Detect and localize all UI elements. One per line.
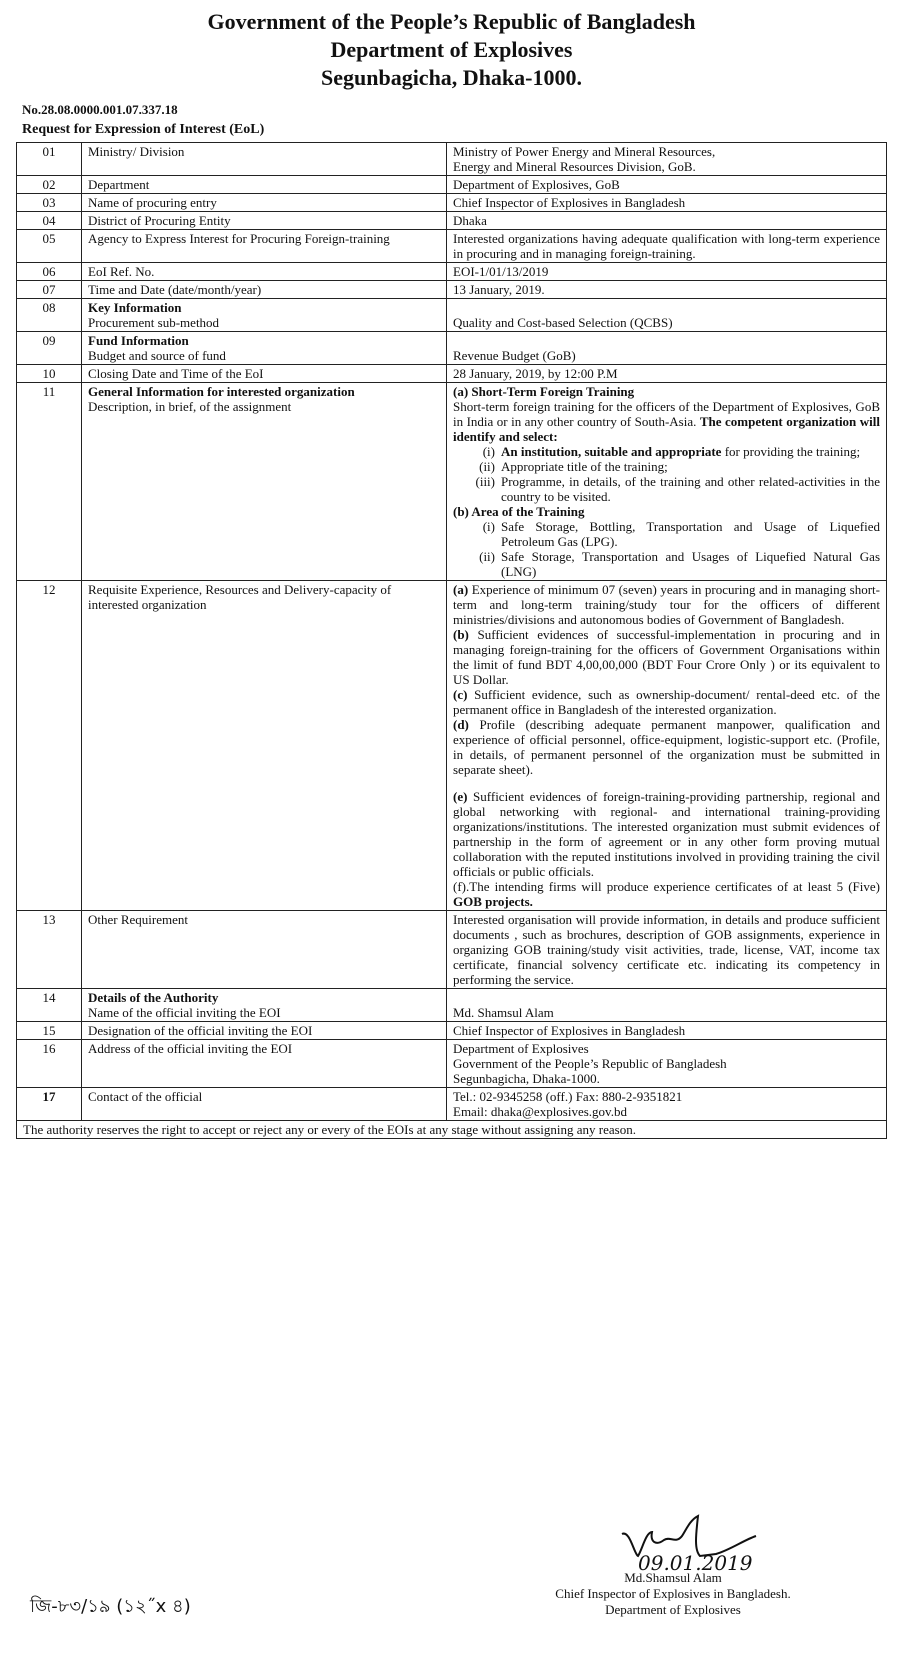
table-row xyxy=(17,911,887,989)
letterhead xyxy=(16,8,887,92)
row-value: Chief Inspector of Explosives in Bangladesh xyxy=(447,1022,887,1040)
row-number: 06 xyxy=(17,263,82,281)
row-number: 14 xyxy=(17,989,82,1022)
requirement-d: (d) Profile (describing adequate permanent manpower, qualification and experience of official personnel, office-equipment, logistic-support etc. (Profile, in details, of permanent personnel of the organization must be submitted in separate sheet). xyxy=(453,717,881,777)
label-text: Name of the official inviting the EOI xyxy=(88,1005,281,1020)
list-item xyxy=(453,459,880,474)
signatory-name: Md.Shamsul Alam xyxy=(624,1570,722,1585)
row-number: 04 xyxy=(17,212,82,230)
signatory-department: Department of Explosives xyxy=(605,1602,741,1617)
row-number: 05 xyxy=(17,230,82,263)
selection-intro: The competent organization will identify and select: xyxy=(453,414,880,444)
section-heading: General Information for interested organization xyxy=(88,384,355,399)
item-text: Safe Storage, Transportation and Usages of Liquefied Natural Gas (LNG) xyxy=(501,549,880,579)
table-row xyxy=(17,1022,887,1040)
division-name: Energy and Mineral Resources Division, GoB. xyxy=(453,159,696,174)
table-row xyxy=(17,332,887,365)
requirement-a: (a) Experience of minimum 07 (seven) years in procuring and in managing short- term and long-term training/study tour for the officers of different ministries/divisions and autonomous bodies of Government of Bangladesh. xyxy=(453,582,880,627)
table-row xyxy=(17,383,887,581)
item-text-cont: for providing the training; xyxy=(724,444,861,459)
row-number: 01 xyxy=(17,143,82,176)
signature-block xyxy=(478,1570,868,1618)
row-value: Interested organizations having adequate qualification with long-term experience in procuring and in managing foreign-training. xyxy=(447,230,887,263)
list-item xyxy=(453,474,880,504)
row-number: 07 xyxy=(17,281,82,299)
list-item xyxy=(453,519,880,549)
request-title: Request for Expression of Interest (EoL) xyxy=(22,122,265,137)
row-value: Department of Explosives, GoB xyxy=(447,176,887,194)
requirement-f: (f).The intending firms will produce experience certificates of at least 5 (Five) GOB projects. xyxy=(453,879,880,909)
row-label: Address of the official inviting the EOI xyxy=(82,1040,447,1088)
row-number: 16 xyxy=(17,1040,82,1088)
header-address: Segunbagicha, Dhaka-1000. xyxy=(320,65,582,90)
table-row xyxy=(17,1040,887,1088)
table-row xyxy=(17,1121,887,1139)
reference-number: No.28.08.0000.001.07.337.18 xyxy=(22,102,178,117)
row-number: 15 xyxy=(17,1022,82,1040)
row-value xyxy=(447,581,887,911)
row-value xyxy=(447,989,887,1022)
row-label xyxy=(82,383,447,581)
official-name: Md. Shamsul Alam xyxy=(453,1005,554,1020)
handwritten-signature xyxy=(620,1510,800,1574)
table-row xyxy=(17,194,887,212)
row-value: 13 January, 2019. xyxy=(447,281,887,299)
label-text: Description, in brief, of the assignment xyxy=(88,399,292,414)
row-value xyxy=(447,332,887,365)
label-text: Budget and source of fund xyxy=(88,348,226,363)
subsection-a-title: (a) Short-Term Foreign Training xyxy=(453,384,635,399)
row-label: Name of procuring entry xyxy=(82,194,447,212)
table-row xyxy=(17,365,887,383)
row-label: Agency to Express Interest for Procuring Foreign-training xyxy=(82,230,447,263)
requirement-b: (b) Sufficient evidences of successful-implementation in procuring and in managing foreign-training for the officers of Government Organisations within the limit of fund BDT 4,00,00,000 (BDT Four Crore Only ) or its equivalent to US Dollar. xyxy=(453,627,880,687)
label-text: Procurement sub-method xyxy=(88,315,220,330)
row-value: EOI-1/01/13/2019 xyxy=(447,263,887,281)
row-label: Closing Date and Time of the EoI xyxy=(82,365,447,383)
header-government: Government of the People’s Republic of Bangladesh xyxy=(207,9,696,34)
item-number: (ii) xyxy=(479,459,495,474)
row-value: Dhaka xyxy=(447,212,887,230)
row-number: 03 xyxy=(17,194,82,212)
address-line: Government of the People’s Republic of Bangladesh xyxy=(453,1056,727,1071)
item-text: Programme, in details, of the training and other related-activities in the country to be visited. xyxy=(501,474,880,504)
table-row xyxy=(17,299,887,332)
row-label: Requisite Experience, Resources and Delivery-capacity of interested organization xyxy=(82,581,447,911)
address-line: Department of Explosives xyxy=(453,1041,589,1056)
table-row xyxy=(17,230,887,263)
item-number: (i) xyxy=(482,519,495,534)
row-value xyxy=(447,299,887,332)
subsection-b-title: (b) Area of the Training xyxy=(453,504,585,519)
footnote: The authority reserves the right to accept or reject any or every of the EOIs at any stage without assigning any reason. xyxy=(17,1121,887,1139)
row-number: 11 xyxy=(17,383,82,581)
section-heading: Key Information xyxy=(88,300,182,315)
row-number: 08 xyxy=(17,299,82,332)
row-label: District of Procuring Entity xyxy=(82,212,447,230)
item-number: (ii) xyxy=(479,549,495,564)
ministry-name: Ministry of Power Energy and Mineral Resources, xyxy=(453,144,716,159)
value-text: Revenue Budget (GoB) xyxy=(453,348,576,363)
table-row xyxy=(17,143,887,176)
row-label: Department xyxy=(82,176,447,194)
row-label xyxy=(82,989,447,1022)
signatory-designation: Chief Inspector of Explosives in Bangladesh. xyxy=(555,1586,791,1601)
list-item xyxy=(453,444,880,459)
row-value xyxy=(447,143,887,176)
table-row xyxy=(17,1088,887,1121)
list-item xyxy=(453,549,880,579)
row-number: 17 xyxy=(17,1088,82,1121)
table-row xyxy=(17,176,887,194)
row-label xyxy=(82,299,447,332)
row-number: 10 xyxy=(17,365,82,383)
phone-fax: Tel.: 02-9345258 (off.) Fax: 880-2-9351821 xyxy=(453,1089,683,1104)
header-department: Department of Explosives xyxy=(330,37,573,62)
signature-date: 09.01.2019 xyxy=(638,1551,753,1574)
item-text: An institution, suitable and appropriate xyxy=(501,444,722,459)
table-row xyxy=(17,263,887,281)
row-value: 28 January, 2019, by 12:00 P.M xyxy=(447,365,887,383)
row-label: Contact of the official xyxy=(82,1088,447,1121)
table-row xyxy=(17,581,887,911)
requirement-e: (e) Sufficient evidences of foreign-training-providing partnership, regional and global networking with regional- and international training-providing organizations/institutions. The interested organization must submit evidences of partnership in the form of agreement or in any other form proving mutual collaboration with the reputed institutions involved in providing training the civil officials or public officials. xyxy=(453,789,881,879)
item-text: Safe Storage, Bottling, Transportation and Usage of Liquefied Petroleum Gas (LPG). xyxy=(501,519,880,549)
table-row xyxy=(17,281,887,299)
value-text: Quality and Cost-based Selection (QCBS) xyxy=(453,315,673,330)
table-row xyxy=(17,212,887,230)
row-label xyxy=(82,332,447,365)
row-value xyxy=(447,1040,887,1088)
training-description: Short-term foreign training for the officers of the Department of Explosives, GoB in India or in any other country of South-Asia. xyxy=(453,399,880,429)
row-label: Designation of the official inviting the EOI xyxy=(82,1022,447,1040)
table-row xyxy=(17,989,887,1022)
row-number: 09 xyxy=(17,332,82,365)
item-number: (iii) xyxy=(475,474,495,489)
row-number: 12 xyxy=(17,581,82,911)
row-label: Ministry/ Division xyxy=(82,143,447,176)
row-value xyxy=(447,383,887,581)
eoi-table xyxy=(16,142,887,1139)
row-number: 02 xyxy=(17,176,82,194)
section-heading: Fund Information xyxy=(88,333,189,348)
row-label: Other Requirement xyxy=(82,911,447,989)
row-label: EoI Ref. No. xyxy=(82,263,447,281)
item-text: Appropriate title of the training; xyxy=(501,459,668,474)
row-value: Chief Inspector of Explosives in Bangladesh xyxy=(447,194,887,212)
subsection-a-text xyxy=(453,399,880,444)
section-heading: Details of the Authority xyxy=(88,990,219,1005)
row-value: Interested organisation will provide information, in details and produce sufficient documents , such as brochures, description of GOB assignments, experience in organizing GOB training/study visit activities, trade, license, VAT, income tax certificate, financial solvency certificate etc. indicating its competency in performing the service. xyxy=(447,911,887,989)
row-label: Time and Date (date/month/year) xyxy=(82,281,447,299)
item-number: (i) xyxy=(482,444,495,459)
memo-number: জি-৮৩/১৯ (১২˝x ৪) xyxy=(30,1596,191,1617)
document-page xyxy=(16,8,887,1139)
address-line: Segunbagicha, Dhaka-1000. xyxy=(453,1071,600,1086)
row-value xyxy=(447,1088,887,1121)
row-number: 13 xyxy=(17,911,82,989)
email: Email: dhaka@explosives.gov.bd xyxy=(453,1104,627,1119)
requirement-c: (c) Sufficient evidence, such as ownership-document/ rental-deed etc. of the permanent office in Bangladesh of the interested organization. xyxy=(453,687,881,717)
